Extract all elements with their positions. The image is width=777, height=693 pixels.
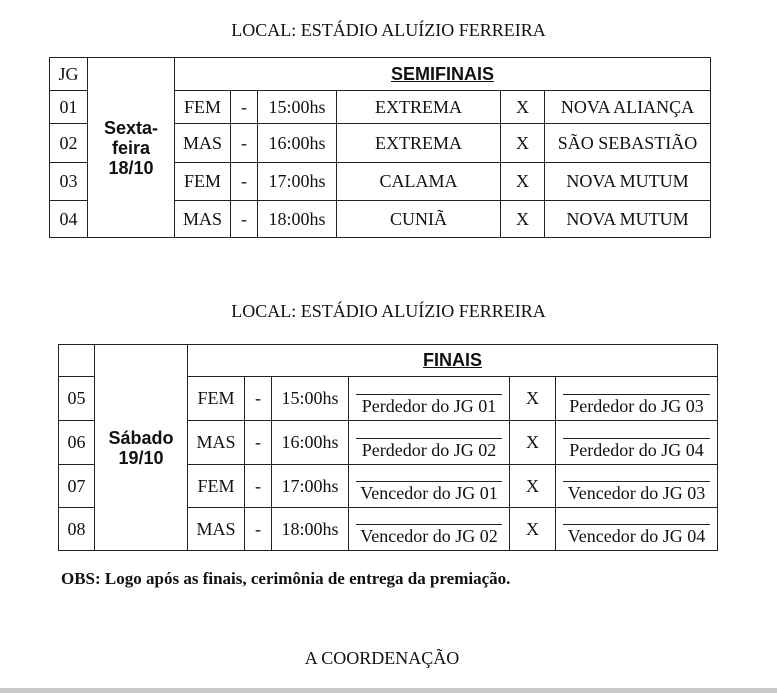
jg-header: JG xyxy=(50,58,88,91)
team-away-label: Perdedor do JG 04 xyxy=(563,438,710,461)
category: FEM xyxy=(188,465,245,508)
category: MAS xyxy=(188,508,245,551)
team-away: NOVA ALIANÇA xyxy=(545,91,711,124)
table-header-row xyxy=(59,345,718,377)
versus: X xyxy=(501,91,545,124)
team-away xyxy=(556,421,718,465)
time: 15:00hs xyxy=(272,377,349,421)
finais-table xyxy=(58,344,718,551)
time: 18:00hs xyxy=(272,508,349,551)
team-home xyxy=(349,421,510,465)
team-home: CUNIÃ xyxy=(337,201,501,238)
game-number: 06 xyxy=(59,421,95,465)
versus: X xyxy=(510,465,556,508)
versus: X xyxy=(501,201,545,238)
category: MAS xyxy=(175,124,231,163)
semifinais-table xyxy=(49,57,711,238)
coordination-signature: A COORDENAÇÃO xyxy=(304,648,460,668)
dash: - xyxy=(231,201,258,238)
game-number: 04 xyxy=(50,201,88,238)
local-title-finais: LOCAL: ESTÁDIO ALUÍZIO FERREIRA xyxy=(231,301,546,321)
game-number: 08 xyxy=(59,508,95,551)
jg-header-empty xyxy=(59,345,95,377)
team-away-label: Perdedor do JG 03 xyxy=(563,394,710,417)
dash: - xyxy=(231,163,258,201)
versus: X xyxy=(510,377,556,421)
dash: - xyxy=(231,124,258,163)
team-away: NOVA MUTUM xyxy=(545,201,711,238)
game-number: 02 xyxy=(50,124,88,163)
team-home-label: Vencedor do JG 02 xyxy=(356,524,502,547)
time: 18:00hs xyxy=(258,201,337,238)
team-away xyxy=(556,465,718,508)
team-home xyxy=(349,377,510,421)
team-home xyxy=(349,508,510,551)
semifinais-heading: SEMIFINAIS xyxy=(175,58,711,91)
game-number: 05 xyxy=(59,377,95,421)
versus: X xyxy=(510,421,556,465)
local-title-semifinais: LOCAL: ESTÁDIO ALUÍZIO FERREIRA xyxy=(231,20,546,40)
team-away: SÃO SEBASTIÃO xyxy=(545,124,711,163)
category: FEM xyxy=(175,91,231,124)
page-bottom-divider xyxy=(0,688,777,693)
game-number: 03 xyxy=(50,163,88,201)
team-home-label: Vencedor do JG 01 xyxy=(356,481,502,504)
team-home: EXTREMA xyxy=(337,124,501,163)
dash: - xyxy=(245,421,272,465)
game-number: 07 xyxy=(59,465,95,508)
time: 17:00hs xyxy=(258,163,337,201)
category: FEM xyxy=(175,163,231,201)
dash: - xyxy=(245,377,272,421)
day-cell: Sábado 19/10 xyxy=(95,345,188,551)
time: 16:00hs xyxy=(272,421,349,465)
dash: - xyxy=(231,91,258,124)
time: 17:00hs xyxy=(272,465,349,508)
versus: X xyxy=(501,124,545,163)
day-cell: Sexta-feira 18/10 xyxy=(88,58,175,238)
team-home-label: Perdedor do JG 02 xyxy=(356,438,502,461)
category: FEM xyxy=(188,377,245,421)
team-away-label: Vencedor do JG 03 xyxy=(563,481,710,504)
team-away: NOVA MUTUM xyxy=(545,163,711,201)
team-away xyxy=(556,377,718,421)
category: MAS xyxy=(175,201,231,238)
versus: X xyxy=(510,508,556,551)
game-number: 01 xyxy=(50,91,88,124)
finais-heading: FINAIS xyxy=(188,345,718,377)
time: 16:00hs xyxy=(258,124,337,163)
team-home xyxy=(349,465,510,508)
time: 15:00hs xyxy=(258,91,337,124)
dash: - xyxy=(245,508,272,551)
category: MAS xyxy=(188,421,245,465)
obs-note: OBS: Logo após as finais, cerimônia de entrega da premiação. xyxy=(61,569,511,588)
table-header-row xyxy=(50,58,711,91)
team-home-label: Perdedor do JG 01 xyxy=(356,394,502,417)
team-home: CALAMA xyxy=(337,163,501,201)
team-home: EXTREMA xyxy=(337,91,501,124)
dash: - xyxy=(245,465,272,508)
team-away-label: Vencedor do JG 04 xyxy=(563,524,710,547)
team-away xyxy=(556,508,718,551)
versus: X xyxy=(501,163,545,201)
